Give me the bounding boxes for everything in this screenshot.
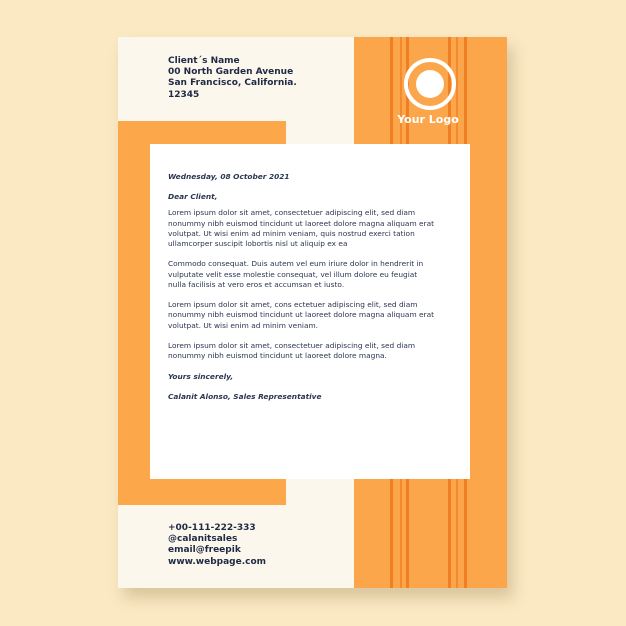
circle-logo-icon	[404, 58, 456, 110]
contact-phone: +00-111-222-333	[168, 523, 256, 533]
client-name: Client´s Name	[168, 56, 240, 66]
contact-handle: @calanitsales	[168, 534, 238, 545]
letter-paragraph: Lorem ipsum dolor sit amet, consectetuer adipiscing elit, sed diam nonummy nibh euismod tincidunt ut laoreet dolore magna.	[168, 341, 416, 361]
client-zip: 12345	[168, 89, 200, 100]
contact-block	[168, 523, 266, 568]
client-address-block	[168, 56, 297, 101]
letter-body-card	[150, 144, 470, 479]
logo-dot	[416, 70, 444, 98]
logo-text: Your Logo	[397, 113, 459, 126]
letter-signature: Calanit Alonso, Sales Representative	[168, 391, 322, 401]
letter-date: Wednesday, 08 October 2021	[168, 172, 290, 181]
letter-content	[168, 172, 434, 412]
contact-web: www.webpage.com	[168, 556, 267, 567]
letterhead-page	[118, 37, 507, 588]
letter-closing: Yours sincerely,	[168, 371, 234, 381]
letter-paragraph: Lorem ipsum dolor sit amet, consectetuer adipiscing elit, sed diam nonummy nibh euismod tincidunt ut laoreet dolore magna aliquam erat volutpat. Ut wisi enim ad minim veniam, quis nostrud exerci tation ullamcorper suscipit lobortis nisl ut aliquip ex ea	[168, 208, 435, 249]
letter-paragraph: Commodo consequat. Duis autem vel eum iriure dolor in hendrerit in vulputate velit esse molestie consequat, vel illum dolore eu feugiat nulla facilisis at vero eros et accumsan et iusto.	[168, 259, 424, 289]
contact-email: email@freepik	[168, 545, 241, 556]
letter-greeting: Dear Client,	[168, 192, 218, 202]
client-address-line-2: San Francisco, California.	[168, 78, 297, 89]
client-address-line-1: 00 North Garden Avenue	[168, 67, 294, 78]
letter-paragraph: Lorem ipsum dolor sit amet, cons ectetuer adipiscing elit, sed diam nonummy nibh euismod tincidunt ut laoreet dolore magna aliquam erat volutpat. Ut wisi enim ad minim veniam.	[168, 300, 435, 330]
